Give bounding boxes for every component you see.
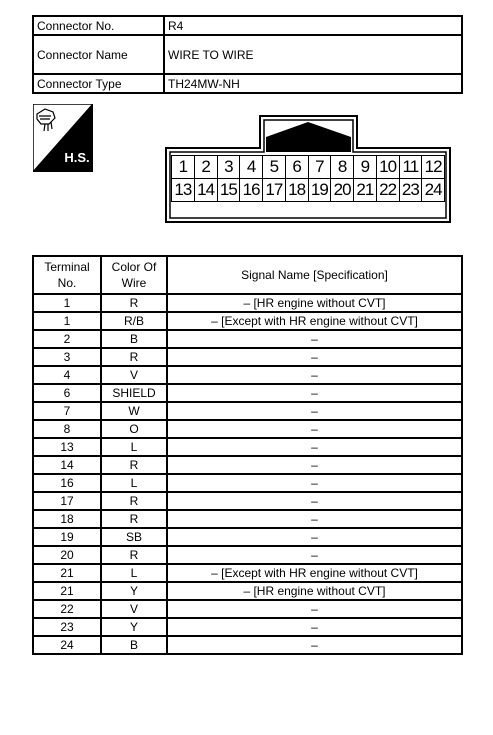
- pin-cell: 1: [172, 156, 195, 179]
- pin-cell: 4: [240, 156, 263, 179]
- table-row: [33, 636, 462, 654]
- wire-color-cell: R: [101, 294, 167, 312]
- terminal-no-cell: 16: [33, 474, 101, 492]
- terminal-no-cell: 18: [33, 510, 101, 528]
- terminal-no-cell: 1: [33, 294, 101, 312]
- connector-no-label: Connector No.: [33, 16, 164, 35]
- pin-cell: 7: [308, 156, 331, 179]
- wire-color-cell: L: [101, 474, 167, 492]
- pin-cell: 9: [354, 156, 377, 179]
- pin-cell: 13: [172, 179, 195, 202]
- signal-name-cell: –: [167, 546, 462, 564]
- table-row: [33, 420, 462, 438]
- terminal-no-cell: 3: [33, 348, 101, 366]
- signal-name-cell: –: [167, 330, 462, 348]
- pin-cell: 12: [422, 156, 445, 179]
- pin-cell: 24: [422, 179, 445, 202]
- connector-type-value: TH24MW-NH: [164, 74, 462, 93]
- terminal-no-cell: 7: [33, 402, 101, 420]
- pin-cell: 11: [399, 156, 422, 179]
- wire-color-cell: O: [101, 420, 167, 438]
- terminal-no-cell: 4: [33, 366, 101, 384]
- pin-cell: 14: [194, 179, 217, 202]
- wire-color-cell: R: [101, 510, 167, 528]
- wire-color-cell: SB: [101, 528, 167, 546]
- pin-cell: 16: [240, 179, 263, 202]
- signal-name-cell: –: [167, 474, 462, 492]
- connector-no-row: [33, 16, 462, 35]
- pin-cell: 15: [217, 179, 240, 202]
- connector-pin-grid: [171, 155, 445, 202]
- wire-color-cell: SHIELD: [101, 384, 167, 402]
- pin-cell: 6: [285, 156, 308, 179]
- table-row: [33, 582, 462, 600]
- header-terminal-no: [33, 256, 101, 294]
- table-row: [33, 474, 462, 492]
- signal-name-cell: –: [167, 366, 462, 384]
- wire-color-cell: V: [101, 600, 167, 618]
- pin-cell: 5: [263, 156, 286, 179]
- table-row: [33, 492, 462, 510]
- terminal-no-cell: 1: [33, 312, 101, 330]
- signal-name-cell: –: [167, 618, 462, 636]
- harness-side-icon: [33, 104, 93, 172]
- table-row: [33, 618, 462, 636]
- table-row: [33, 348, 462, 366]
- signal-name-cell: –: [167, 600, 462, 618]
- table-row: [33, 294, 462, 312]
- pin-cell: 2: [194, 156, 217, 179]
- table-row: [33, 366, 462, 384]
- terminal-no-cell: 14: [33, 456, 101, 474]
- connector-name-label: Connector Name: [33, 35, 164, 74]
- signal-name-cell: –: [167, 456, 462, 474]
- signal-name-cell: –: [167, 402, 462, 420]
- header-color-of-wire: [101, 256, 167, 294]
- wire-color-cell: L: [101, 438, 167, 456]
- wire-color-cell: W: [101, 402, 167, 420]
- header-color-text: Color Of Wire: [111, 260, 157, 290]
- terminal-no-cell: 2: [33, 330, 101, 348]
- terminal-no-cell: 17: [33, 492, 101, 510]
- terminal-table-body: [33, 294, 462, 654]
- wire-color-cell: Y: [101, 582, 167, 600]
- header-terminal-no-text: Terminal No.: [44, 260, 90, 290]
- header-signal-text: Signal Name [Specification]: [241, 268, 388, 282]
- connector-type-row: [33, 74, 462, 93]
- table-row: [33, 546, 462, 564]
- terminal-no-cell: 21: [33, 582, 101, 600]
- wire-color-cell: R: [101, 492, 167, 510]
- header-signal-name: [167, 256, 462, 294]
- table-row: [33, 438, 462, 456]
- table-row: [33, 600, 462, 618]
- wire-color-cell: R: [101, 456, 167, 474]
- hs-label: H.S.: [64, 150, 90, 165]
- connector-info-table: [32, 15, 463, 94]
- terminal-no-cell: 6: [33, 384, 101, 402]
- terminal-no-cell: 8: [33, 420, 101, 438]
- pin-cell: 22: [376, 179, 399, 202]
- signal-name-cell: – [Except with HR engine without CVT]: [167, 564, 462, 582]
- wire-color-cell: R/B: [101, 312, 167, 330]
- wire-color-cell: V: [101, 366, 167, 384]
- connector-type-label: Connector Type: [33, 74, 164, 93]
- table-row: [33, 564, 462, 582]
- terminal-no-cell: 13: [33, 438, 101, 456]
- pin-row-top: [172, 156, 445, 179]
- signal-name-cell: – [HR engine without CVT]: [167, 582, 462, 600]
- terminal-no-cell: 24: [33, 636, 101, 654]
- signal-name-cell: –: [167, 420, 462, 438]
- pin-cell: 17: [263, 179, 286, 202]
- pin-cell: 20: [331, 179, 354, 202]
- table-row: [33, 510, 462, 528]
- wire-color-cell: R: [101, 546, 167, 564]
- terminal-table-header: [33, 256, 462, 294]
- table-row: [33, 384, 462, 402]
- pin-cell: 23: [399, 179, 422, 202]
- wire-color-cell: R: [101, 348, 167, 366]
- signal-name-cell: –: [167, 636, 462, 654]
- pin-cell: 3: [217, 156, 240, 179]
- wire-color-cell: Y: [101, 618, 167, 636]
- pin-cell: 21: [354, 179, 377, 202]
- terminal-no-cell: 22: [33, 600, 101, 618]
- connector-name-value: WIRE TO WIRE: [164, 35, 462, 74]
- signal-name-cell: –: [167, 492, 462, 510]
- signal-name-cell: – [HR engine without CVT]: [167, 294, 462, 312]
- table-row: [33, 456, 462, 474]
- pin-cell: 10: [376, 156, 399, 179]
- table-row: [33, 402, 462, 420]
- pin-row-bottom: [172, 179, 445, 202]
- table-row: [33, 528, 462, 546]
- signal-name-cell: –: [167, 348, 462, 366]
- connector-name-row: [33, 35, 462, 74]
- wire-color-cell: L: [101, 564, 167, 582]
- terminal-no-cell: 23: [33, 618, 101, 636]
- table-row: [33, 312, 462, 330]
- signal-name-cell: – [Except with HR engine without CVT]: [167, 312, 462, 330]
- terminal-no-cell: 20: [33, 546, 101, 564]
- signal-name-cell: –: [167, 438, 462, 456]
- signal-name-cell: –: [167, 528, 462, 546]
- terminal-no-cell: 19: [33, 528, 101, 546]
- pin-cell: 8: [331, 156, 354, 179]
- signal-name-cell: –: [167, 384, 462, 402]
- pin-cell: 19: [308, 179, 331, 202]
- connector-no-value: R4: [164, 16, 462, 35]
- terminal-no-cell: 21: [33, 564, 101, 582]
- terminal-table: [32, 255, 463, 655]
- table-row: [33, 330, 462, 348]
- pin-cell: 18: [285, 179, 308, 202]
- wire-color-cell: B: [101, 636, 167, 654]
- signal-name-cell: –: [167, 510, 462, 528]
- wire-color-cell: B: [101, 330, 167, 348]
